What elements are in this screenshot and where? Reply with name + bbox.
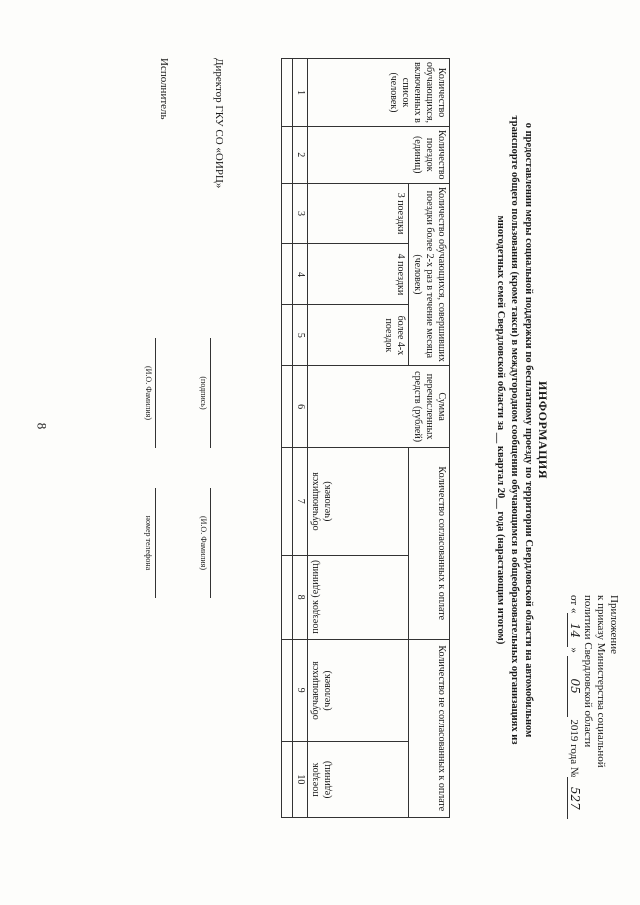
- director-label: Директор ГКУ СО «ОИРЦ»: [213, 58, 225, 189]
- header-4-trips: 4 поездки: [308, 244, 409, 305]
- appendix-line-3: политики Свердловской области: [582, 595, 594, 748]
- appendix-line-1: Приложение: [608, 595, 620, 655]
- header-approved-trips: поездок (единиц): [310, 560, 321, 634]
- heading-line-3: многодетных семей Свердловской области за __ квартал 20__ года (нарастающим итогом): [495, 215, 506, 645]
- data-cell: [282, 244, 293, 305]
- column-number: 6: [293, 366, 308, 448]
- header-approved-students-cell: [308, 447, 409, 555]
- director-name-caption: (И.О. Фамилия): [199, 515, 208, 571]
- header-not-approved-trips-cell: [308, 741, 409, 817]
- column-number: 1: [293, 59, 308, 127]
- document-title: ИНФОРМАЦИЯ: [536, 381, 550, 479]
- executor-name-caption: (И.О. Фамилия): [144, 365, 153, 421]
- column-number: 9: [293, 639, 308, 741]
- executor-label: Исполнитель: [158, 58, 170, 120]
- header-3-trips: 3 поездки: [308, 183, 409, 244]
- date-prefix: от «: [568, 595, 580, 614]
- data-cell: [282, 126, 293, 183]
- appendix-date-line: [567, 595, 581, 855]
- data-cell: [282, 555, 293, 639]
- heading-line-1: о предоставлении меры социальной поддержки по бесплатному проезду по территории Свердловской области на автомобильном: [523, 122, 534, 738]
- header-students-more-than-2-trips: Количество обучающихся, совершивших поездки более 2-х раз в течение месяца (человек): [409, 183, 450, 366]
- date-day-handwritten: 14: [567, 613, 581, 647]
- column-number: 10: [293, 741, 308, 817]
- phone-caption: номер телефона: [144, 515, 153, 571]
- appendix-line-2: к приказу Министерства социальной: [595, 595, 607, 768]
- header-trips-count: Количество поездок (единиц): [308, 126, 450, 183]
- rotated-document: [60, 20, 620, 880]
- phone-line: [155, 488, 156, 598]
- heading-line-2: транспорте общего пользования (кроме такси) в междугородном сообщении обучающимся в общеобразовательных организациях из: [509, 115, 520, 745]
- document-heading: [493, 20, 550, 840]
- column-number: 4: [293, 244, 308, 305]
- data-cell: [282, 59, 293, 127]
- header-more-than-4-trips: более 4-х поездок: [308, 305, 409, 366]
- column-number: 3: [293, 183, 308, 244]
- data-cell: [282, 447, 293, 555]
- date-year-text: 2019 года №: [568, 719, 580, 778]
- data-cell: [282, 183, 293, 244]
- data-cell: [282, 366, 293, 448]
- table-header-row-1: [409, 59, 450, 818]
- data-cell: [282, 741, 293, 817]
- header-not-approved-students-cell: [308, 639, 409, 741]
- data-cell: [282, 305, 293, 366]
- signature-caption: (подпись): [199, 376, 208, 410]
- column-number: 8: [293, 555, 308, 639]
- column-number: 7: [293, 447, 308, 555]
- report-table: [281, 58, 450, 818]
- executor-name-line: [155, 338, 156, 448]
- appendix-block: [567, 595, 620, 855]
- header-students-in-list: Количество обучающихся, включенных в список (человек): [308, 59, 450, 127]
- order-number-handwritten: 527: [567, 777, 581, 819]
- name-line: [210, 488, 211, 598]
- column-number: 2: [293, 126, 308, 183]
- header-not-approved-trips: поездок (единиц): [310, 760, 333, 799]
- data-cell: [282, 639, 293, 741]
- header-approved-students: обучающихся (человек): [310, 472, 333, 531]
- header-approved-for-payment: Количество согласованных к оплате: [409, 447, 450, 639]
- column-number: 5: [293, 305, 308, 366]
- header-not-approved-for-payment: Количество не согласованных к оплате: [409, 639, 450, 817]
- header-not-approved-students: обучающихся (человек): [310, 660, 333, 720]
- signature-line: [210, 338, 211, 448]
- header-sum-transferred: Сумма перечисленных средств (рублей): [308, 366, 450, 448]
- table-data-row: [282, 59, 293, 818]
- page-number: 8: [34, 422, 50, 430]
- date-month-handwritten: 05: [567, 656, 581, 717]
- header-approved-trips-cell: [308, 555, 409, 639]
- date-mid: »: [568, 647, 580, 653]
- column-number-row: [293, 59, 308, 818]
